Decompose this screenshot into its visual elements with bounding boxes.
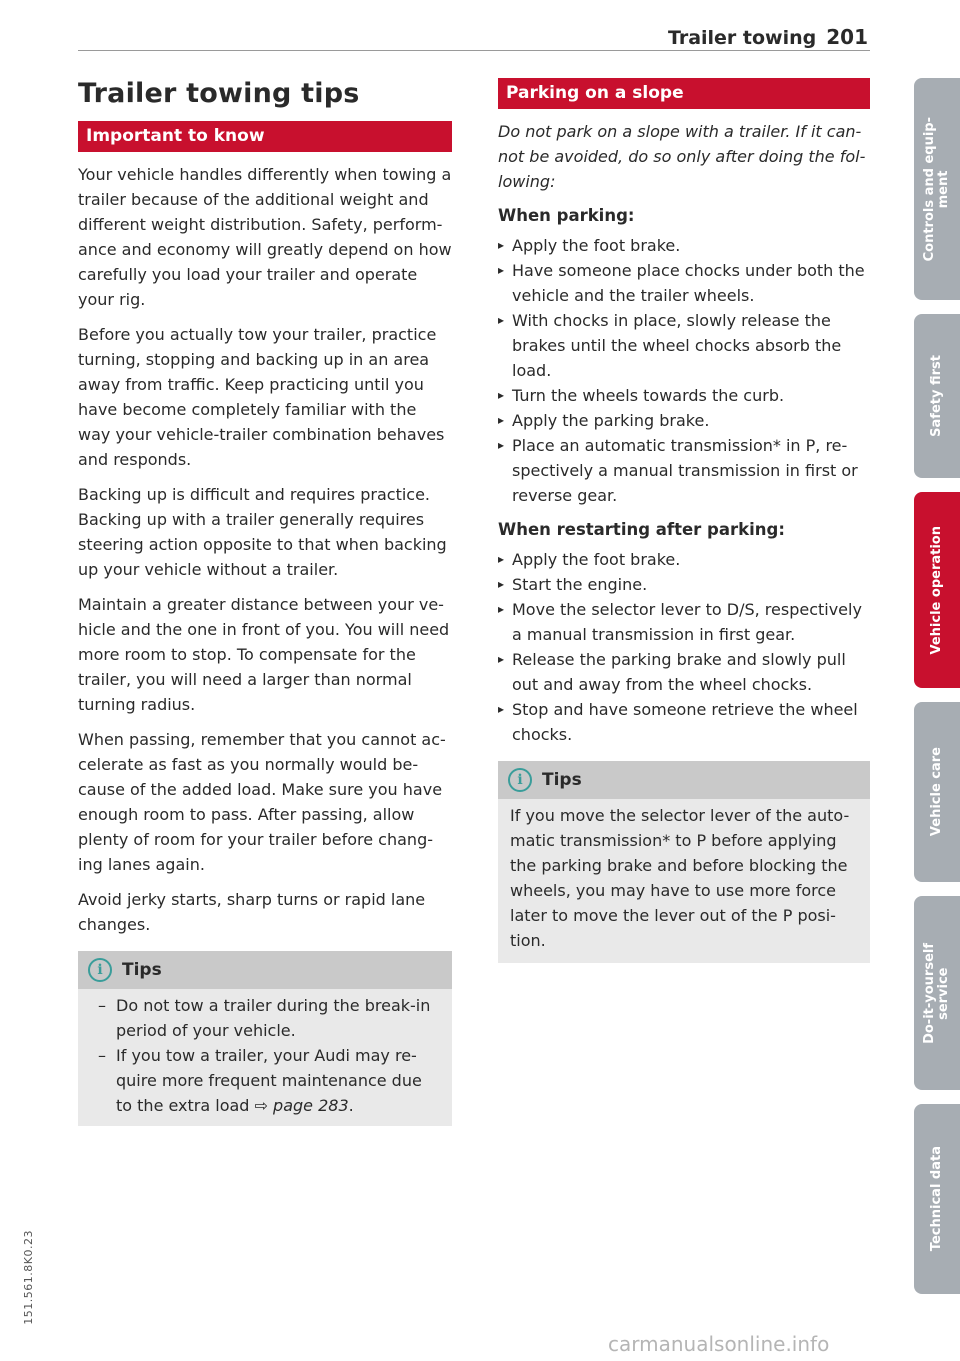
paragraph: Before you actually tow your trailer, practice turning, stopping and backing up in an area away from traffic. Keep practicing until you have become completely familiar with the way your vehicle-trailer combination behaves and responds. [78,325,445,469]
tips-box-left [78,951,452,1126]
parking-steps [498,233,870,508]
step-item: ▸ Have someone place chocks under both the vehicle and the trailer wheels. [498,258,870,308]
tab-label: Safety first [929,355,944,437]
paragraph: Your vehicle handles differently when towing a trailer because of the additional weight and different weight distribution. Safety, perform- ance and economy will greatly depend on how carefully you load your trailer and operate your rig. [78,165,452,309]
tab-label: Controls and equip- ment [922,116,951,262]
tips-title: Tips [542,770,582,790]
tab-label: Technical data [929,1146,944,1252]
section-bar-important: Important to know [78,121,452,152]
step-item: ▸ Apply the foot brake. [498,547,870,572]
tab-technical-data[interactable] [914,1104,960,1294]
paragraph: Avoid jerky starts, sharp turns or rapid lane changes. [78,890,426,934]
step-item: ▸ Place an automatic transmission* in P, re- spectively a manual transmission in first or reverse gear. [498,433,870,508]
page-number: 201 [826,25,868,49]
step-item: ▸ Move the selector lever to D/S, respectively a manual transmission in first gear. [498,597,870,647]
info-icon: i [508,768,532,792]
header-rule [78,50,870,51]
step-item: ▸ With chocks in place, slowly release the brakes until the wheel chocks absorb the load. [498,308,870,383]
tips-item-text: If you tow a trailer, your Audi may re- quire more frequent maintenance due to the extra load [116,1046,422,1115]
paragraph: Maintain a greater distance between your ve- hicle and the one in front of you. You will need more room to stop. To compensate for the trailer, you will need a larger than normal turning radius. [78,595,450,714]
step-item: ▸ Turn the wheels towards the curb. [498,383,870,408]
tab-label: Do-it-yourself service [922,942,951,1044]
step-item: ▸ Apply the foot brake. [498,233,870,258]
tips-item-end: . [348,1096,354,1115]
tips-box-right [498,761,870,963]
watermark: carmanualsonline.info [608,1332,830,1356]
tab-vehicle-care[interactable] [914,702,960,882]
running-header [668,25,868,49]
page-title: Trailer towing tips [78,78,360,109]
right-column [498,78,870,963]
step-item: ▸ Release the parking brake and slowly pull out and away from the wheel chocks. [498,647,870,697]
intro-text: Do not park on a slope with a trailer. If it can- not be avoided, do so only after doing the fol- lowing: [498,122,866,191]
section-title: Trailer towing [667,27,817,49]
document-code: 151.561.8K0.23 [22,1230,35,1325]
tab-controls-and-equipment[interactable] [914,78,960,300]
tips-text: If you move the selector lever of the auto- matic transmission* to P before applying the parking brake and before blocking the wheels, you may have to use more force later to move the lever out of the P posi- tion. [510,806,850,950]
tips-title: Tips [122,960,162,980]
section-bar-parking: Parking on a slope [498,78,870,109]
tab-do-it-yourself-service[interactable] [914,896,960,1090]
tips-header [498,761,870,799]
tab-vehicle-operation[interactable] [914,492,960,688]
tips-item: – Do not tow a trailer during the break-in period of your vehicle. [90,993,440,1043]
step-item: ▸ Stop and have someone retrieve the wheel chocks. [498,697,870,747]
tips-body [78,989,452,1126]
info-icon: i [88,958,112,982]
paragraph: Backing up is difficult and requires practice. Backing up with a trailer generally requires steering action opposite to that when backing up your vehicle without a trailer. [78,485,447,579]
left-column [78,78,452,1126]
page-reference-link[interactable]: ⇨ page 283 [254,1096,349,1115]
tab-label: Vehicle operation [929,525,944,655]
restart-heading: When restarting after parking: [498,520,785,539]
step-item: ▸ Start the engine. [498,572,870,597]
tab-label: Vehicle care [929,747,944,837]
parking-heading: When parking: [498,206,635,225]
tips-item [90,1043,440,1118]
tips-header [78,951,452,989]
step-item: ▸ Apply the parking brake. [498,408,870,433]
restart-steps [498,547,870,747]
paragraph: When passing, remember that you cannot ac- celerate as fast as you normally would be- cause of the added load. Make sure you have enough room to pass. After passing, allow plenty of room for your trailer before chang- ing lanes again. [78,730,446,874]
tab-safety-first[interactable] [914,314,960,478]
tips-body [498,799,870,963]
